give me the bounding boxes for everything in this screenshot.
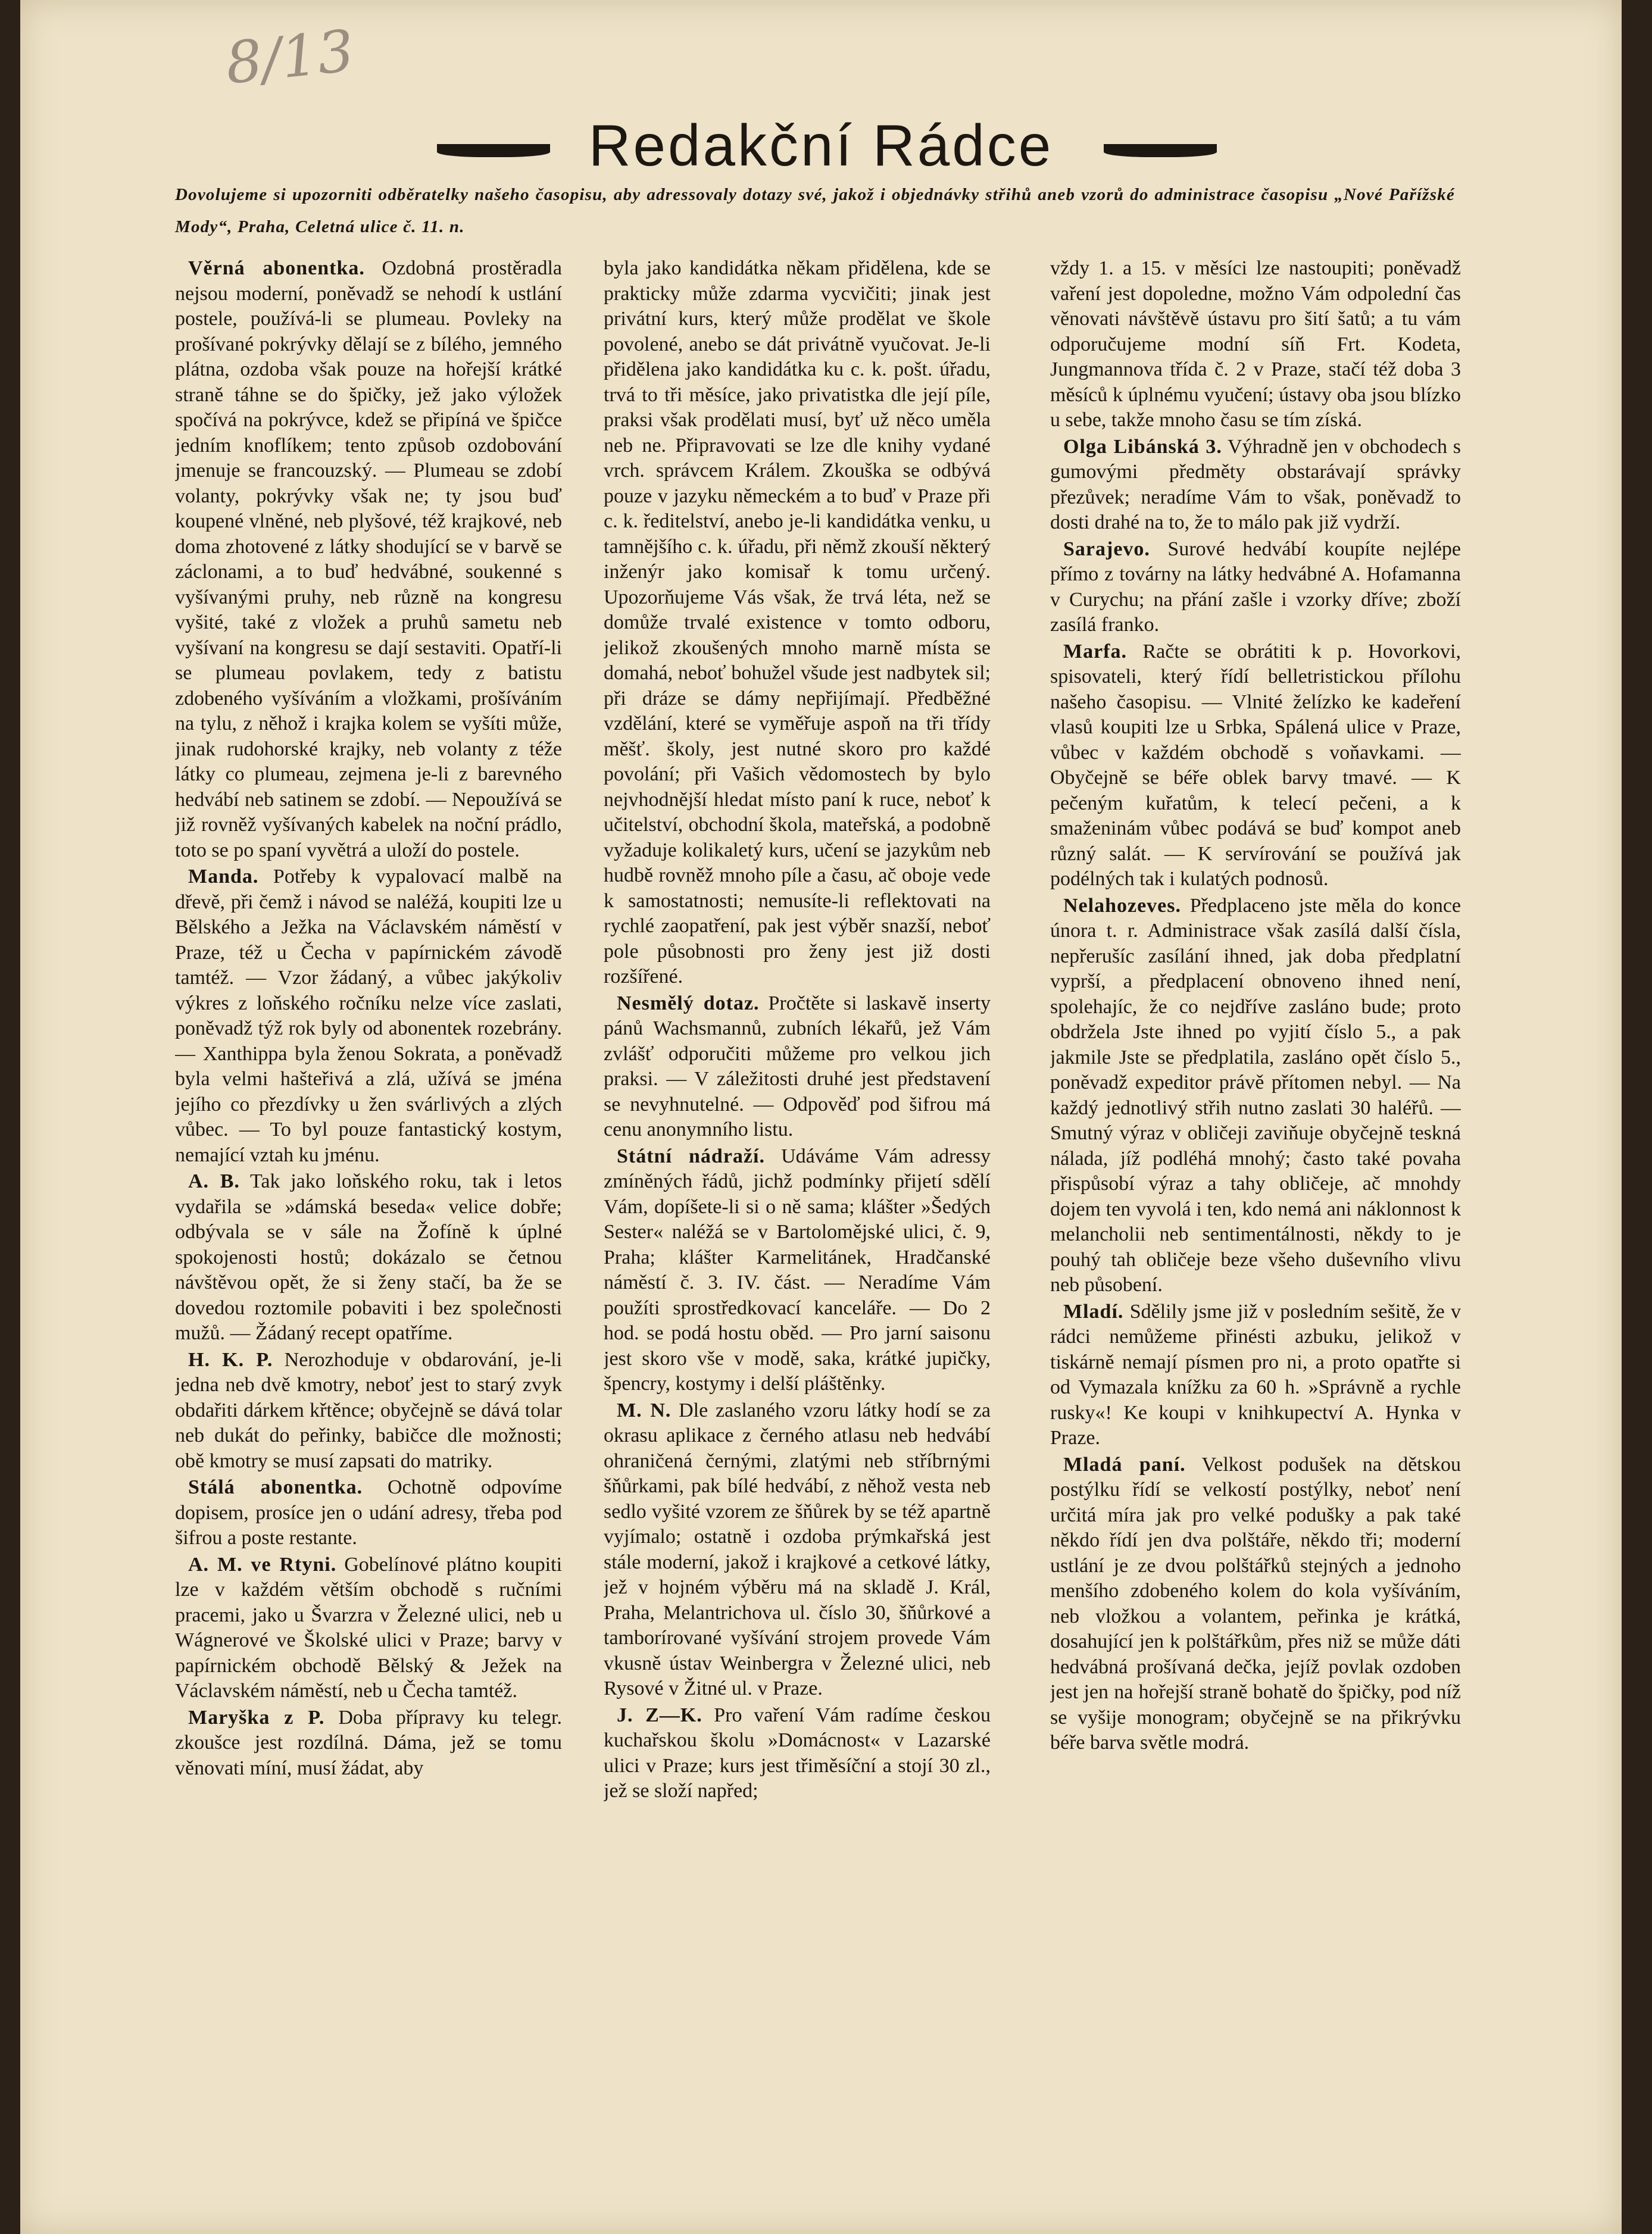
entry-body: Udáváme Vám adressy zmíněných řádů, jichž podmínky přijetí sdělí Vám, dopíšete-li si o ně sama; klášter »Šedých Sester« naléžá se v Bartolomějské ulici, č. 9, Praha; klášter Karmelitánek, Hradčanské náměstí č. 3. IV. část. — Neradíme Vám použíti sprostředkovací kanceláře. — Do 2 hod. se podá hostu oběd. — Pro jarní saisonu jest skoro vše v modě, saka, krátké jupičky, špencry, kostymy i delší pláštěnky. xyxy=(604,1145,991,1395)
entry-body: Potřeby k vypalovací malbě na dřevě, při čemž i návod se naléžá, koupiti lze u Bělského a Ježka na Václavském náměstí v Praze, též u Čecha v papírnickém závodě tamtéž. — Vzor žádaný, a vůbec jakýkoliv výkres z loňského ročníku nelze více zaslati, poněvadž týž rok byly od abonentek rozebrány. — Xanthippa byla ženou Sokrata, a poněvadž byla velmi hašteřivá a zlá, užívá se jména jejího co přezdívky u žen svárlivých a zlých vůbec. — To byl pouze fantastický kostym, nemající vztah ku jménu. xyxy=(175,866,562,1166)
entry-mladi xyxy=(1050,1299,1461,1451)
entry-verna-abonentka xyxy=(175,256,562,863)
entry-heading: Mladí. xyxy=(1063,1300,1124,1323)
title-row xyxy=(20,101,1622,185)
entry-body: vždy 1. a 15. v měsíci lze nastoupiti; poněvadž vaření jest dopoledne, možno Vám odpolední čas věnovati návštěvě ústavu pro šití šatů; a tu vám odporučujeme modní síň Frt. Kodeta, Jungmannova třída č. 2 v Praze, stačí též doba 3 měsíců k úplnému vyučení; ústavy oba jsou blízko u sebe, takže mnoho času se tím získá. xyxy=(1050,257,1461,431)
entry-heading: Stálá abonentka. xyxy=(188,1476,363,1498)
entry-body: Sdělily jsme již v posledním sešitě, že v rádci nemůžeme přinésti azbuku, jelikož v tiskárně nemají písmen pro ni, a proto opatřte si od Vymazala knížku za 60 h. »Správně a rychle rusky«! Ke koupi v knihkupectví A. Hynka v Praze. xyxy=(1050,1300,1461,1449)
entry-body: Pročtěte si laskavě inserty pánů Wachsmannů, zubních lékařů, jež Vám zvlášť odporučiti můžeme pro velkou jich praksi. — V záležitosti druhé jest představení se nevyhnutelné. — Odpověď pod šifrou má cenu anonymního listu. xyxy=(604,992,991,1141)
entry-nesmely-dotaz xyxy=(604,991,991,1143)
entry-heading: M. N. xyxy=(617,1399,672,1421)
editorial-notice: Dovolujeme si upozorniti odběratelky našeho časopisu, aby adressovaly dotazy své, jakož i objednávky střihů aneb vzorů do administrace časopisu „Nové Pařížské Mody“, Praha, Celetná ulice č. 11. n. xyxy=(175,185,1455,236)
entry-m-n xyxy=(604,1398,991,1702)
entry-body: Gobelínové plátno koupiti lze v každém větším obchodě s ručními pracemi, jako u Švarzra v Železné ulici, neb u Wágnerové ve Školské ulici v Praze; barvy v papírnickém obchodě Bělský & Ježek na Václavském náměstí, neb u Čecha tamtéž. xyxy=(175,1553,562,1702)
entry-heading: Nelahozeves. xyxy=(1063,894,1182,917)
entry-body: Račte se obrátiti k p. Hovorkovi, spisovateli, který řídí belletristickou přílohu našeho časopisu. — Vlnité želízko ke kadeření vlasů koupiti lze u Srbka, Spálená ulice v Praze, vůbec v každém obchodě s voňavkami. — Obyčejně se béře oblek barvy tmavé. — K pečeným kuřatům, k telecí pečeni, a k smaženinám vůbec podává se buď kompot aneb různý salát. — K servírování se používá jak podélných tak i kulatých podnosů. xyxy=(1050,640,1461,890)
entry-heading: Olga Libánská 3. xyxy=(1063,435,1222,458)
text-column-2 xyxy=(604,256,991,2179)
entry-h-k-p xyxy=(175,1348,562,1474)
entry-heading: H. K. P. xyxy=(188,1348,273,1371)
entry-a-b xyxy=(175,1169,562,1346)
entry-heading: Maryška z P. xyxy=(188,1706,325,1729)
entry-j-z-k xyxy=(604,1703,991,1804)
entry-sarajevo xyxy=(1050,537,1461,638)
entry-body: Pro vaření Vám radíme českou kuchařskou školu »Domácnost« v Lazarské ulici v Praze; kurs jest třiměsíční a stojí 30 zl., jež se složí napřed; xyxy=(604,1704,991,1802)
entry-mlada-pani xyxy=(1050,1452,1461,1756)
entry-body: Výhradně jen v obchodech s gumovými předměty obstarávají správky přezůvek; neradíme Vám to však, poněvadž to dosti drahé na to, že to málo pak již vydrží. xyxy=(1050,435,1461,533)
entry-body: Tak jako loňského roku, tak i letos vydařila se »dámská beseda« velice dobře; odbývala se v sále na Žofíně k úplné spokojenosti hostů; dokázalo se četnou návštěvou opět, že si ženy stačí, ba že se dovedou roztomile pobaviti i bez společnosti mužů. — Žádaný recept opatříme. xyxy=(175,1170,562,1344)
entry-manda xyxy=(175,864,562,1168)
entry-olga-libanska xyxy=(1050,435,1461,536)
entry-heading: Sarajevo. xyxy=(1063,538,1150,560)
page-title: Redakční Rádce xyxy=(588,113,1054,178)
entry-body: Velkost podušek na dětskou postýlku řídí se velkostí postýlky, neboť není určitá míra jak pro velké podušky a pak také někdo řídí jen dva polštáře, někdo tři; moderní ustlání je ze dvou polštářků stejných a jednoho menšího zdobeného kolem do kola vyšíváním, neb vložkou a volantem, peřinka je krátká, dosahující jen k polštářkům, přes niž se může dáti hedvábná prošívaná dečka, jejíž povlak ozdoben jest jen na hořejší straně bohatě do špičky, pod níž se vyšije monogram; obyčejně se na přikrývku béře barva světle modrá. xyxy=(1050,1453,1461,1754)
text-column-3 xyxy=(1050,256,1461,2179)
entry-continuation xyxy=(604,256,991,990)
entry-heading: Manda. xyxy=(188,866,259,888)
text-column-1 xyxy=(175,256,562,2179)
pencil-annotation: 8/13 xyxy=(222,17,357,97)
entry-heading: Marfa. xyxy=(1063,640,1128,663)
title-ornament-right xyxy=(1104,144,1217,157)
entry-marfa xyxy=(1050,639,1461,892)
entry-continuation xyxy=(1050,256,1461,433)
entry-heading: J. Z—K. xyxy=(617,1704,702,1726)
magazine-page xyxy=(20,0,1622,2234)
entry-stala-abonentka xyxy=(175,1475,562,1551)
entry-heading: A. M. ve Rtyni. xyxy=(188,1553,337,1576)
entry-body: Nerozhoduje v obdarování, je-li jedna neb dvě kmotry, neboť jest to starý zvyk obdařiti dárkem křtěnce; obyčejně se dává tolar neb dukát do peřinky, babičce dle možnosti; obě kmotry se musí zapsati do matriky. xyxy=(175,1348,562,1472)
entry-body: byla jako kandidátka někam přidělena, kde se prakticky může zdarma vycvičiti; jinak jest privátní kurs, který může prodělat ve škole povolené, anebo se dát privátně vyučovat. Je-li přidělena jako kandidátka ku c. k. pošt. úřadu, trvá to tři měsíce, jako privatistka dle její píle, praksi však prodělati musí, byť už něco uměla neb ne. Připravovati se lze dle knihy vydané vrch. správcem Králem. Zkouška se odbývá pouze v jazyku německém a to buď v Praze při c. k. ředitelství, anebo je-li kandidátka venku, u tamnějšího c. k. úřadu, při němž zkouší některý inženýr jako komisař k tomu určený. Upozorňujeme Vás však, že trvá léta, než se domůže trvalé existence v tomto odboru, jelikož zkoušených mnoho marně místa se domahá, neboť bohužel všude jest nadbytek sil; při dráze se dámy nepřijímají. Předběžné vzdělání, které se vyměřuje aspoň na tři třídy měšť. školy, jest nutné skoro pro každé povolání; při Vašich vědomostech by bylo nejvhodnější hledat místo paní k ruce, neboť k učitelství, obchodní škola, mateřská, a podobně vyžaduje kolikaletý kurs, učení se jazykům neb hudbě rovněž mnoho píle a času, ač oboje vede k samostatnosti; nemusíte-li reflektovati na rychlé zaopatření, pak jest výběr snazší, neboť pole působnosti pro ženy jest již dosti rozšířené. xyxy=(604,257,991,988)
entry-heading: Věrná abonentka. xyxy=(188,257,365,279)
entry-body: Předplaceno jste měla do konce února t. r. Administrace však zasílá další čísla, nepřerušíc zasílání ihned, jak doba předplatní vyprší, a předplacení obnoveno ihned není, spolehajíc, že co nejdříve zasláno bude; proto obdržela Jste ihned po vyjití číslo 5., a pak jakmile Jste se předplatila, zasláno opět číslo 5., poněvadž expeditor právě přítomen nebyl. — Na každý jednotlivý střih nutno zaslati 30 haléřů. — Smutný výraz v obličeji zaviňuje obyčejně teskná nálada, jíž podléhá mnohý; často také povaha přispůsobí výraz a tahy obličeje, ač mnohdy dojem ten vyvolá i ten, kdo nemá ani náklonnost k melancholii neb sentimentálnosti, někdy to je pouhý tah obličeje beze všeho duševního vlivu neb působení. xyxy=(1050,894,1461,1296)
entry-heading: Státní nádraží. xyxy=(617,1145,765,1167)
entry-body: Surové hedvábí koupíte nejlépe přímo z továrny na látky hedvábné A. Hofamanna v Curychu; na přání zašle i vzorky dříve; zboží zasílá franko. xyxy=(1050,538,1461,636)
entry-nelahozeves xyxy=(1050,893,1461,1298)
entry-statni-nadrazi xyxy=(604,1144,991,1397)
entry-a-m-ve-rtyni xyxy=(175,1552,562,1704)
entry-body: Doba přípravy ku telegr. zkoušce jest rozdílná. Dáma, jež se tomu věnovati míní, musí žádat, aby xyxy=(175,1706,562,1779)
entry-body: Ozdobná prostěradla nejsou moderní, poněvadž se nehodí k ustlání postele, používá-li se plumeau. Povleky na prošívané pokrývky dělají se z bílého, jemného plátna, ozdoba však pouze na hořejší krátké straně táhne se do špičky, jež jako výložek spočívá na pokrývce, kdež se připíná ve špičce jedním knoflíkem; tento způsob ozdobování jmenuje se francouzský. — Plumeau se zdobí volanty, pokrývky však ne; ty jsou buď koupené vlněné, neb plyšové, též krajkové, neb doma zhotovené z látky shodující se v barvě se záclonami, a to buď hedvábné, soukenné s vyšívanými pruhy, neb různě na kongresu vyšité, také z vložek a pruhů sametu neb vyšívaní na kongresu se dají sestaviti. Opatří-li se plumeau povlakem, tedy z batistu zdobeného vyšíváním a vložkami, prošíváním na tylu, z něhož i krajka kolem se vyšíti může, jinak rudohorské krajky, neb volanty z téže látky co plumeau, zejmena je-li z barevného hedvábí neb satinem se zdobí. — Nepoužívá se již rovněž vyšívaných kabelek na noční prádlo, toto se po spaní vyvětrá a uloží do postele. xyxy=(175,257,562,861)
entry-body: Ochotně odpovíme dopisem, prosíce jen o udání adresy, třeba pod šifrou a poste restante. xyxy=(175,1476,562,1549)
entry-heading: Mladá paní. xyxy=(1063,1453,1186,1476)
entry-heading: A. B. xyxy=(188,1170,240,1192)
entry-body: Dle zaslaného vzoru látky hodí se za okrasu aplikace z černého atlasu neb hedvábí ohraničená černými, zlatými neb stříbrnými šňůrkami, pak bílé hedvábí, z něhož vesta neb sedlo vyšité vzorem ze šňůrek by se též apartně vyjímalo; ostatně i ozdoba prýmkařská jest stále moderní, jakož i krajkové a cetkové látky, jež v hojném výběru má na skladě J. Král, Praha, Melantrichova ul. číslo 30, šňůrkové a tamborírované vyšívání strojem provede Vám vkusně ústav Weinbergra v Železné ulici, neb Rysové v Žitné ul. v Praze. xyxy=(604,1399,991,1699)
entry-maryska-z-p xyxy=(175,1705,562,1782)
entry-heading: Nesmělý dotaz. xyxy=(617,992,760,1014)
